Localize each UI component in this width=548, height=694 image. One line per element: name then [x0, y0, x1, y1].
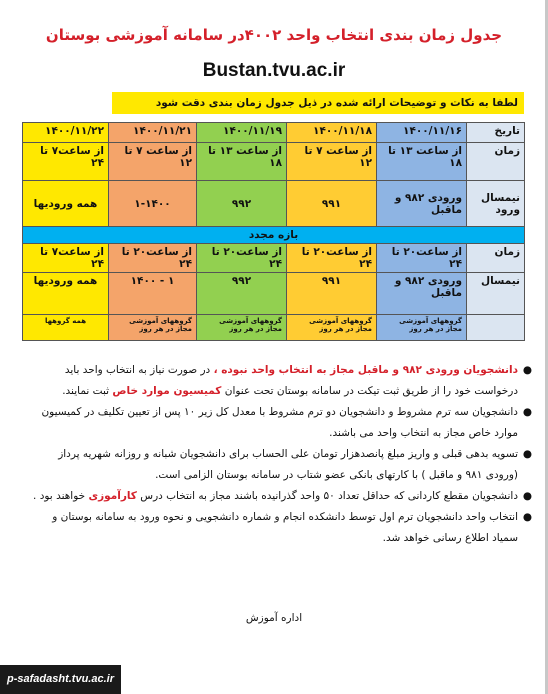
list-item: ● دانشجویان ورودی ۹۸۲ و ماقبل مجاز به انتخاب واحد نبوده ، در صورت نیاز به انتخاب واحد باید درخواست خود را از طریق ثبت تیکت در سامانه بوستان تحت عنوان کمیسیون موارد خاص ثبت نمایند.	[28, 360, 518, 402]
list-item: ● دانشجویان مقطع کاردانی که حداقل تعداد ۵۰ واحد گذرانیده باشند مجاز به انتخاب درس کارآموزی خواهند بود .	[28, 486, 518, 507]
table-cell: گروههای آموزشی مجاز در هر روز	[109, 315, 197, 341]
table-cell: نیمسال	[467, 273, 525, 315]
table-row	[23, 227, 525, 244]
table-cell: ۱۴۰۰/۱۱/۱۹	[197, 123, 287, 143]
table-cell: از ساعت۲۰ تا ۲۴	[377, 244, 467, 273]
table-cell: ۹۹۱	[287, 273, 377, 315]
table-cell: ۱ - ۱۴۰۰	[109, 273, 197, 315]
table-cell: از ساعت ۱۳ تا ۱۸	[377, 143, 467, 181]
table-cell: از ساعت۷ تا ۲۴	[23, 143, 109, 181]
bullet-icon: ●	[522, 448, 532, 460]
table-cell: ۱۴۰۰/۱۱/۲۲	[23, 123, 109, 143]
table-row	[23, 143, 525, 181]
table-cell: نیمسال ورود	[467, 181, 525, 227]
bullet-icon: ●	[522, 511, 532, 523]
table-cell: ورودی ۹۸۲ و ماقبل	[377, 273, 467, 315]
table-cell: از ساعت ۱۳ تا ۱۸	[197, 143, 287, 181]
list-item: ● تسویه بدهی قبلی و واریز مبلغ پانصدهزار تومان علی الحساب برای دانشجویان شبانه و روزانه شهریه پرداز (ورودی ۹۸۱ و ماقبل ) با کارتهای بانکی عضو شتاب در سامانه بوستان الزامی است.	[28, 444, 518, 486]
table-cell: از ساعت۲۰ تا ۲۴	[197, 244, 287, 273]
table-row	[23, 244, 525, 273]
bullet-icon: ●	[522, 490, 532, 502]
table-cell: ۹۹۱	[287, 181, 377, 227]
schedule-table	[22, 122, 525, 341]
signature: اداره آموزش	[245, 612, 303, 624]
table-cell: ۱۴۰۰/۱۱/۱۸	[287, 123, 377, 143]
table-cell: زمان	[467, 143, 525, 181]
table-cell: از ساعت۲۰ تا ۲۴	[287, 244, 377, 273]
notice-banner: لطفا به نکات و توضیحات ارائه شده در ذیل جدول زمان بندی دقت شود	[112, 92, 524, 114]
table-cell: ۱۴۰۰/۱۱/۱۶	[377, 123, 467, 143]
table-row	[23, 273, 525, 315]
list-item: ● دانشجویان سه ترم مشروط و دانشجویان دو ترم مشروط با معدل کل زیر ۱۰ پس از تعیین تکلیف در کمیسیون موارد خاص مجاز به انتخاب واحد می باشند.	[28, 402, 518, 444]
table-cell: از ساعت ۷ تا ۱۲	[287, 143, 377, 181]
band-label: بازه مجدد	[23, 227, 525, 244]
table-cell: همه گروهها	[23, 315, 109, 341]
table-cell: تاریخ	[467, 123, 525, 143]
table-cell: از ساعت۲۰ تا ۲۴	[109, 244, 197, 273]
bullet-icon: ●	[522, 406, 532, 418]
bullet-icon: ●	[522, 364, 532, 376]
site-address: Bustan.tvu.ac.ir	[202, 60, 346, 81]
table-cell: گروههای آموزشی مجاز در هر روز	[197, 315, 287, 341]
list-item: ● انتخاب واحد دانشجویان ترم اول توسط دانشکده انجام و شماره دانشجویی و نحوه ورود به سامانه بوستان و سمیاد اطلاع رسانی خواهد شد.	[28, 507, 518, 549]
table-row	[23, 123, 525, 143]
table-row	[23, 315, 525, 341]
footer-watermark: p-safadasht.tvu.ac.ir	[0, 665, 121, 694]
table-cell: ۱-۱۴۰۰	[109, 181, 197, 227]
table-cell: ۱۴۰۰/۱۱/۲۱	[109, 123, 197, 143]
table-cell: ۹۹۲	[197, 273, 287, 315]
table-cell: زمان	[467, 244, 525, 273]
table-cell: گروههای آموزشی مجاز در هر روز	[377, 315, 467, 341]
table-cell: ۹۹۲	[197, 181, 287, 227]
table-cell: از ساعت۷ تا ۲۴	[23, 244, 109, 273]
table-cell: از ساعت ۷ تا ۱۲	[109, 143, 197, 181]
table-cell: گروههای آموزشی مجاز در هر روز	[287, 315, 377, 341]
page-title: جدول زمان بندی انتخاب واحد ۴۰۰۲در سامانه آموزشی بوستان	[45, 26, 503, 44]
table-cell: همه ورودیها	[23, 273, 109, 315]
table-cell: ورودی ۹۸۲ و ماقبل	[377, 181, 467, 227]
table-row	[23, 181, 525, 227]
table-cell: همه ورودیها	[23, 181, 109, 227]
table-cell	[467, 315, 525, 341]
notes-list	[28, 360, 532, 549]
